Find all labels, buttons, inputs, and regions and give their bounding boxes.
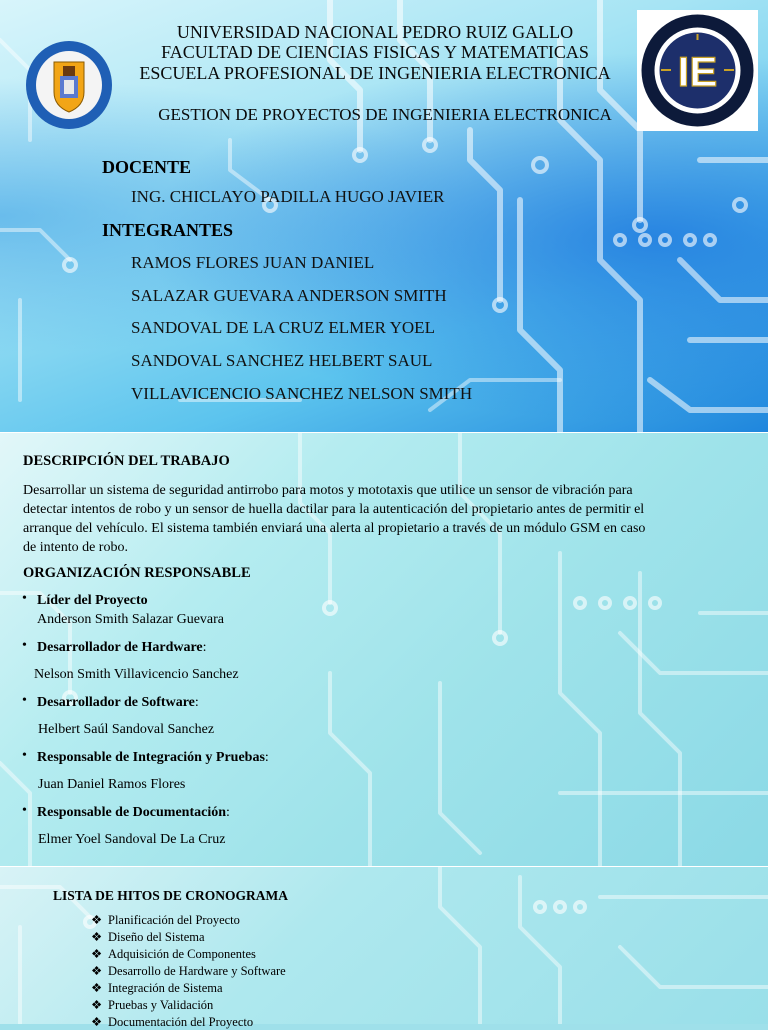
role-label: Responsable de Documentación: [37, 805, 227, 820]
university-seal-icon: [24, 40, 114, 130]
bullet-icon: •: [22, 803, 27, 818]
milestone-label: Diseño del Sistema: [108, 930, 205, 944]
diamond-bullet-icon: ❖: [91, 998, 103, 1012]
role-person: Juan Daniel Ramos Flores: [38, 777, 186, 792]
university-logo: [24, 40, 114, 130]
school-name: ESCUELA PROFESIONAL DE INGENIERIA ELECTRONICA: [139, 63, 611, 83]
description-heading: DESCRIPCIÓN DEL TRABAJO: [23, 453, 230, 469]
role-suffix: :: [194, 695, 199, 710]
title-slide: [0, 0, 768, 432]
member-item: SANDOVAL SANCHEZ HELBERT SAUL: [131, 351, 433, 370]
ie-emblem-icon: [637, 10, 758, 131]
diamond-bullet-icon: ❖: [91, 964, 103, 978]
svg-text:IE: IE: [677, 48, 718, 95]
role-person: Nelson Smith Villavicencio Sanchez: [34, 667, 239, 682]
description-line: Desarrollar un sistema de seguridad antirrobo para motos y mototaxis que utilice un sensor de vibración para: [23, 483, 633, 498]
diamond-bullet-icon: ❖: [91, 947, 103, 961]
milestone-item: [91, 980, 223, 996]
member-item: RAMOS FLORES JUAN DANIEL: [131, 253, 375, 272]
integrantes-heading: INTEGRANTES: [102, 220, 234, 240]
role-title: [37, 695, 199, 711]
milestone-label: Desarrollo de Hardware y Software: [108, 964, 286, 978]
organization-heading: ORGANIZACIÓN RESPONSABLE: [23, 565, 251, 581]
role-label: Responsable de Integración y Pruebas: [37, 750, 265, 765]
role-suffix: :: [226, 805, 230, 820]
role-person: Elmer Yoel Sandoval De La Cruz: [38, 832, 226, 847]
course-title: GESTION DE PROYECTOS DE INGENIERIA ELECTRONICA: [158, 105, 612, 124]
docente-heading: DOCENTE: [102, 157, 192, 177]
milestone-label: Adquisición de Componentes: [108, 947, 256, 961]
description-slide: [0, 433, 768, 866]
docente-name: ING. CHICLAYO PADILLA HUGO JAVIER: [131, 187, 445, 206]
role-title: [37, 750, 269, 766]
university-name: UNIVERSIDAD NACIONAL PEDRO RUIZ GALLO: [176, 22, 574, 42]
role-suffix: :: [202, 640, 207, 655]
diamond-bullet-icon: ❖: [91, 930, 103, 944]
role-label: Líder del Proyecto: [37, 593, 148, 608]
bullet-icon: •: [22, 638, 27, 653]
milestone-label: Pruebas y Validación: [108, 998, 214, 1012]
faculty-name: FACULTAD DE CIENCIAS FISICAS Y MATEMATICAS: [161, 42, 589, 62]
member-item: SALAZAR GUEVARA ANDERSON SMITH: [131, 286, 447, 305]
milestone-item: [91, 997, 213, 1013]
milestone-item: [91, 946, 256, 962]
description-line: arranque del vehículo. El sistema también enviará una alerta al propietario a través de un módulo GSM en caso: [23, 521, 646, 536]
role-label: Desarrollador de Hardware: [37, 640, 203, 655]
milestone-item: [91, 929, 205, 945]
role-title: [37, 805, 230, 821]
bullet-icon: •: [22, 748, 27, 763]
milestone-label: Planificación del Proyecto: [108, 913, 240, 927]
milestone-item: [91, 912, 240, 928]
bullet-icon: •: [22, 591, 27, 606]
milestone-label: Integración de Sistema: [108, 981, 223, 995]
school-logo: [637, 10, 758, 131]
role-person: Helbert Saúl Sandoval Sanchez: [38, 722, 215, 737]
role-suffix: :: [264, 750, 269, 765]
role-title: [37, 593, 148, 609]
bullet-icon: •: [22, 693, 27, 708]
milestone-item: [91, 963, 286, 979]
diamond-bullet-icon: ❖: [91, 913, 103, 927]
diamond-bullet-icon: ❖: [91, 1015, 103, 1029]
diamond-bullet-icon: ❖: [91, 981, 103, 995]
member-item: VILLAVICENCIO SANCHEZ NELSON SMITH: [131, 384, 473, 403]
description-line: de intento de robo.: [23, 540, 128, 555]
role-label: Desarrollador de Software: [37, 695, 195, 710]
role-title: [37, 640, 207, 656]
milestone-item: [91, 1014, 253, 1030]
description-line: detectar intentos de robo y un sensor de huella dactilar para la autenticación del propietario antes de permitir el: [23, 502, 645, 517]
milestones-heading: LISTA DE HITOS DE CRONOGRAMA: [53, 888, 289, 903]
role-person: Anderson Smith Salazar Guevara: [37, 612, 224, 627]
member-item: SANDOVAL DE LA CRUZ ELMER YOEL: [131, 318, 435, 337]
milestone-label: Documentación del Proyecto: [108, 1015, 254, 1029]
